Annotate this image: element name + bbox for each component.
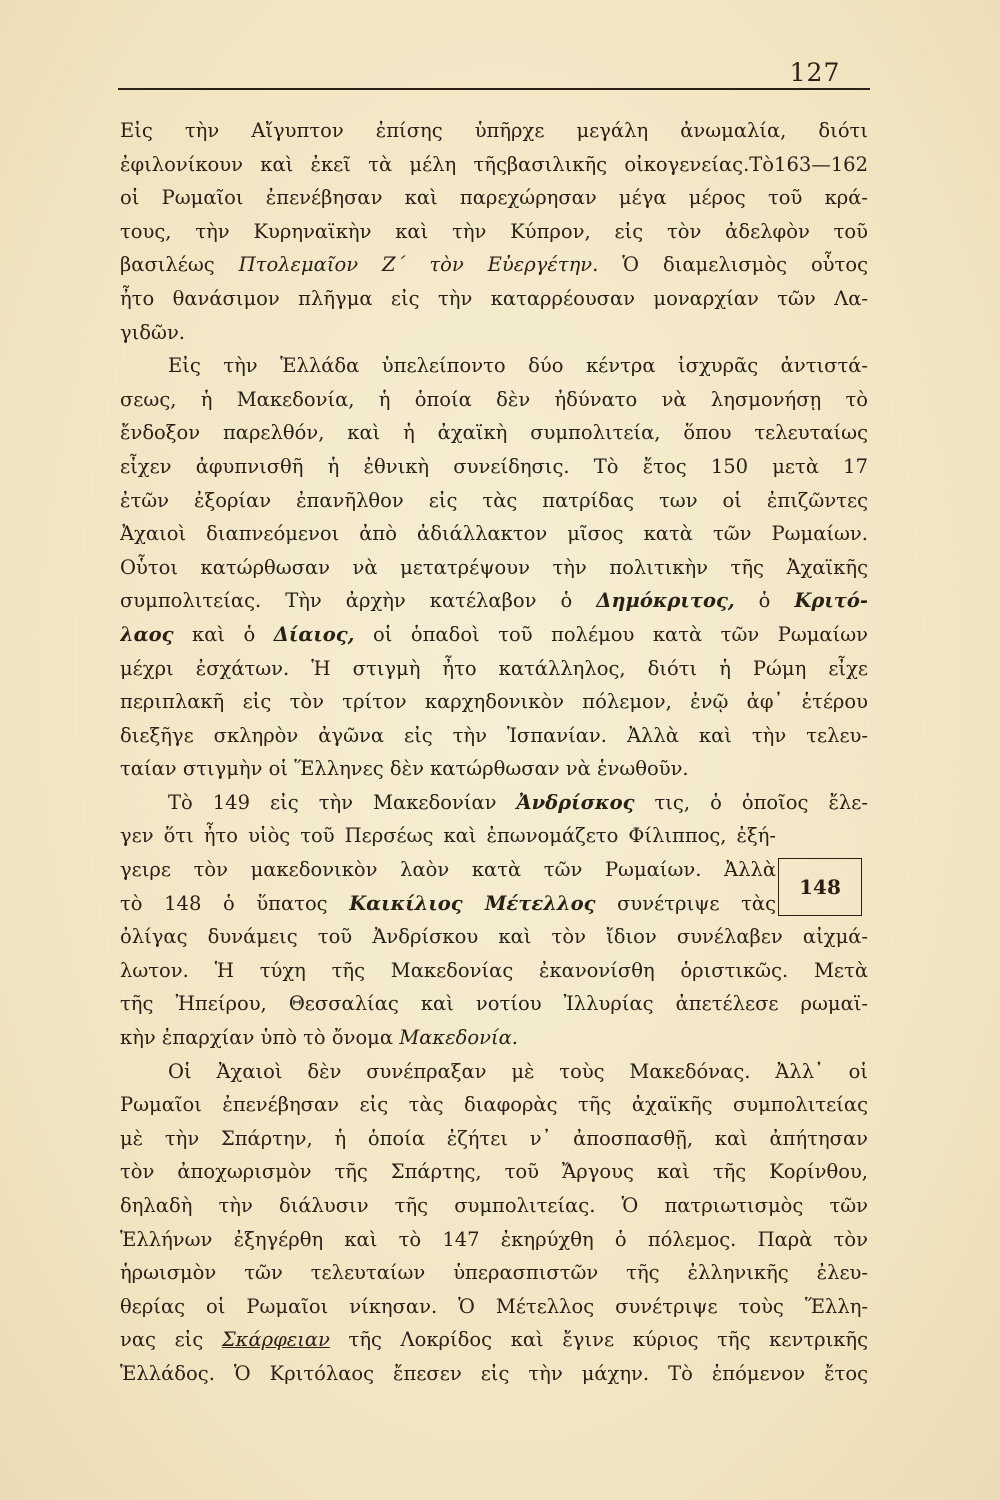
emphasis-segment: Μακεδονία. xyxy=(399,1026,518,1050)
text-line: ὀλίγας δυνάμεις τοῦ Ἀνδρίσκου καὶ τὸν ἴδιον συνέλαβεν αἰχμά- xyxy=(120,925,868,949)
text-line: λωτον. Ἡ τύχη τῆς Μακεδονίας ἐκανονίσθη ὁριστικῶς. Μετὰ xyxy=(120,958,868,982)
text-line: τὸν ἀποχωρισμὸν τῆς Σπάρτης, τοῦ Ἄργους καὶ τῆς Κορίνθου, xyxy=(120,1160,868,1184)
header-rule xyxy=(118,88,870,90)
text-segment: Τὸ 149 εἰς τὴν Μακεδονίαν xyxy=(168,790,517,814)
text-line: Ρωμαῖοι ἐπενέβησαν εἰς τὰς διαφορὰς τῆς ἀχαϊκῆς συμπολιτείας xyxy=(120,1093,868,1117)
text-line: Ἑλλήνων ἐξηγέρθη καὶ τὸ 147 ἐκηρύχθη ὁ πόλεμος. Παρὰ τὸν xyxy=(120,1227,868,1251)
text-line: περιπλακῆ εἰς τὸν τρίτον καρχηδονικὸν πόλεμον, ἐνῷ ἀφ᾽ ἑτέρου xyxy=(120,690,868,714)
text-segment: καὶ ὁ xyxy=(173,622,274,646)
text-line xyxy=(120,584,868,618)
text-line: Οὗτοι κατώρθωσαν νὰ μετατρέψουν τὴν πολιτικὴν τῆς Ἀχαϊκῆς xyxy=(120,555,868,579)
text-line xyxy=(120,248,868,282)
text-segment: τὸ 148 ὁ ὕπατος xyxy=(120,891,350,915)
text-line xyxy=(120,1021,868,1055)
text-line: ἐφιλονίκουν καὶ ἐκεῖ τὰ μέλη τῆςβασιλικῆς οἰκογενείας.Τὸ163—162 xyxy=(120,152,868,176)
text-segment: τις, ὁ ὁποῖος ἔλε- xyxy=(634,790,868,814)
text-segment: . Ὁ διαμελισμὸς οὗτος xyxy=(592,253,868,277)
emphasis-segment: Δίαιος, xyxy=(273,622,355,646)
emphasis-segment: Πτολεμαῖον Ζ΄ τὸν Εὐεργέτην xyxy=(238,253,593,277)
body-text xyxy=(120,114,868,1391)
text-line: τῆς Ἠπείρου, Θεσσαλίας καὶ νοτίου Ἰλλυρίας ἀπετέλεσε ρωμαϊ- xyxy=(120,992,868,1016)
text-segment: τῆς Λοκρίδος καὶ ἔγινε κύριος τῆς κεντρικῆς xyxy=(329,1328,868,1352)
text-line: μὲ τὴν Σπάρτην, ἡ ὁποία ἐζήτει ν᾽ ἀποσπασθῇ, καὶ ἀπήτησαν xyxy=(120,1126,868,1150)
text-line: Ἀχαιοὶ διαπνεόμενοι ἀπὸ ἀδιάλλακτον μῖσος κατὰ τῶν Ρωμαίων. xyxy=(120,522,868,546)
text-segment: οἱ ὁπαδοὶ τοῦ πολέμου κατὰ τῶν Ρωμαίων xyxy=(354,622,868,646)
text-line: Ἑλλάδος. Ὁ Κριτόλαος ἔπεσεν εἰς τὴν μάχην. Τὸ ἑπόμενον ἔτος xyxy=(120,1361,868,1385)
text-line: μέχρι ἐσχάτων. Ἡ στιγμὴ ἦτο κατάλληλος, διότι ἡ Ρώμη εἶχε xyxy=(120,656,868,680)
text-line: γειρε τὸν μακεδονικὸν λαὸν κατὰ τῶν Ρωμαίων. Ἀλλὰ xyxy=(120,858,776,882)
text-line xyxy=(120,887,776,921)
text-line: Οἱ Ἀχαιοὶ δὲν συνέπραξαν μὲ τοὺς Μακεδόνας. Ἀλλ᾽ οἱ xyxy=(168,1059,868,1083)
page-number: 127 xyxy=(789,58,841,87)
text-segment: συνέτριψε τὰς xyxy=(595,891,776,915)
text-segment: συμπολιτείας. Τὴν ἀρχὴν κατέλαβον ὁ xyxy=(120,589,597,613)
text-line: δηλαδὴ τὴν διάλυσιν τῆς συμπολιτείας. Ὁ πατριωτισμὸς τῶν xyxy=(120,1194,868,1217)
text-line: ἐτῶν ἐξορίαν ἐπανῆλθον εἰς τὰς πατρίδας των οἱ ἐπιζῶντες xyxy=(120,488,868,512)
emphasis-segment: λαος xyxy=(120,622,174,646)
emphasis-segment: Καικίλιος Μέτελλος xyxy=(349,891,596,915)
text-line: τους, τὴν Κυρηναϊκὴν καὶ τὴν Κύπρον, εἰς τὸν ἀδελφὸν τοῦ xyxy=(120,219,868,243)
text-segment: κὴν ἐπαρχίαν ὑπὸ τὸ ὄνομα xyxy=(120,1026,400,1050)
text-line: ταίαν στιγμὴν οἱ Ἕλληνες δὲν κατώρθωσαν νὰ ἑνωθοῦν. xyxy=(120,757,689,781)
text-line: οἱ Ρωμαῖοι ἐπενέβησαν καὶ παρεχώρησαν μέγα μέρος τοῦ κρά- xyxy=(120,186,868,210)
text-line: ἦτο θανάσιμον πλῆγμα εἰς τὴν καταρρέουσαν μοναρχίαν τῶν Λα- xyxy=(120,286,868,310)
text-line: γεν ὅτι ἦτο υἱὸς τοῦ Περσέως καὶ ἐπωνομάζετο Φίλιππος, ἐξή- xyxy=(120,824,776,848)
text-line xyxy=(120,618,868,652)
text-line: γιδῶν. xyxy=(120,320,185,344)
emphasis-segment: Σκάρφειαν xyxy=(221,1328,330,1352)
text-segment: νας εἰς xyxy=(120,1328,222,1352)
text-line: Εἰς τὴν Αἴγυπτον ἐπίσης ὑπῆρχε μεγάλη ἀνωμαλία, διότι xyxy=(120,119,868,142)
text-line: ἔνδοξον παρελθόν, καὶ ἡ ἀχαϊκὴ συμπολιτεία, ὅπου τελευταίως xyxy=(120,421,868,445)
text-line: Εἰς τὴν Ἑλλάδα ὑπελείποντο δύο κέντρα ἰσχυρᾶς ἀντιστά- xyxy=(168,354,868,378)
text-line xyxy=(120,786,868,820)
text-line xyxy=(120,1323,868,1357)
text-segment: ὁ xyxy=(734,589,795,613)
text-line: σεως, ἡ Μακεδονία, ἡ ὁποία δὲν ἠδύνατο νὰ λησμονήσῃ τὸ xyxy=(120,387,868,411)
emphasis-segment: Δημόκριτος, xyxy=(596,589,735,613)
text-line: ἡρωισμὸν τῶν τελευταίων ὑπερασπιστῶν τῆς ἐλληνικῆς ἐλευ- xyxy=(120,1261,868,1285)
margin-note-number: 148 xyxy=(799,875,841,899)
text-line: διεξῆγε σκληρὸν ἀγῶνα εἰς τὴν Ἱσπανίαν. Ἀλλὰ καὶ τὴν τελευ- xyxy=(120,723,868,747)
emphasis-segment: Ἀνδρίσκος xyxy=(516,790,635,814)
emphasis-segment: Κριτό- xyxy=(794,589,868,613)
text-line: εἶχεν ἀφυπνισθῆ ἡ ἐθνικὴ συνείδησις. Τὸ ἔτος 150 μετὰ 17 xyxy=(120,454,868,478)
text-line: θερίας οἱ Ρωμαῖοι νίκησαν. Ὁ Μέτελλος συνέτριψε τοὺς Ἕλλη- xyxy=(120,1294,868,1318)
text-segment: βασιλέως xyxy=(120,253,239,277)
